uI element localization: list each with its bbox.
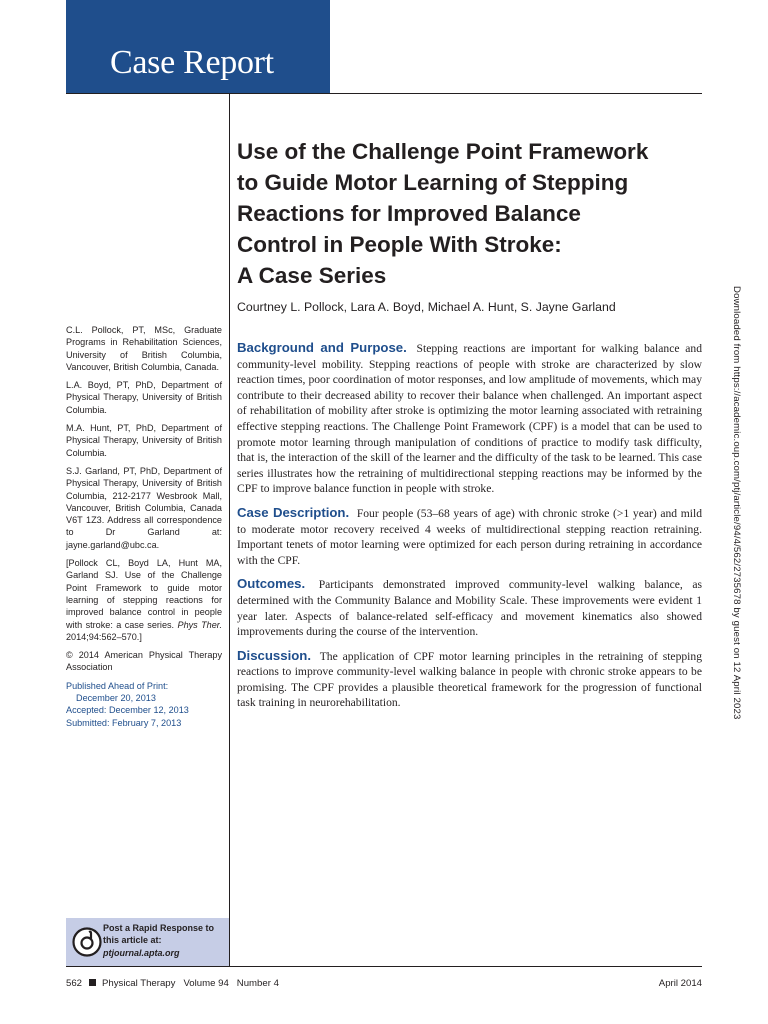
affiliation-garland: S.J. Garland, PT, PhD, Department of Physical Therapy, University of British Columbia, 212-2177 Wesbrook Mall, Vancouver, British Columbia, Canada V6T 1Z3. Address all correspondence to Dr Garland at: jayne.garland@ubc.ca. bbox=[66, 465, 222, 550]
section-label: Case Report bbox=[110, 44, 274, 81]
title-line: Use of the Challenge Point Framework bbox=[237, 139, 649, 164]
author-list: Courtney L. Pollock, Lara A. Boyd, Michael A. Hunt, S. Jayne Garland bbox=[237, 300, 616, 314]
rapid-response-box[interactable] bbox=[66, 918, 229, 966]
published-date: December 20, 2013 bbox=[76, 693, 156, 704]
footer-rule bbox=[66, 966, 702, 967]
issue-number: Number 4 bbox=[236, 978, 279, 989]
title-line: A Case Series bbox=[237, 263, 387, 288]
article-title bbox=[237, 136, 707, 291]
copyright: © 2014 American Physical Therapy Association bbox=[66, 650, 222, 673]
background-text: Stepping reactions are important for walking balance and community-level mobility. Stepping reactions of people with stroke are characterized by slow reaction times, poor coordination of motor responses, and low amplitude of movements, which may contribute to their decreased ability to recover their balance when challenged. An important aspect of rehabilitation of mobility after stroke is optimizing the motor learning associated with retraining effective stepping reactions. The Challenge Point Framework (CPF) is a model that can be used to promote motor learning through manipulation of conditions of practice to modify task difficulty, that is, the interaction of the skill of the learner and the difficulty of the task to be learned. This case series illustrates how the retraining of multidirectional stepping reactions may be informed by the CPF to improve balance function in people with stroke. bbox=[237, 342, 702, 496]
abstract-discussion bbox=[237, 648, 702, 711]
affiliation-hunt: M.A. Hunt, PT, PhD, Department of Physical Therapy, University of British Columbia. bbox=[66, 423, 222, 458]
citation-text: [Pollock CL, Boyd LA, Hunt MA, Garland SJ. Use of the Challenge Point Framework to guide motor learning of stepping reactions for improved balance control in people with stroke: a case series. bbox=[66, 558, 222, 630]
citation-tail: 2014;94:562–570.] bbox=[66, 631, 142, 642]
rapid-response-text bbox=[103, 922, 227, 959]
affiliation-boyd: L.A. Boyd, PT, PhD, Department of Physical Therapy, University of British Columbia. bbox=[66, 380, 222, 415]
header-rule bbox=[66, 93, 702, 94]
footer-info bbox=[66, 978, 279, 989]
outcomes-text: Participants demonstrated improved community-level walking balance, as determined with the Community Balance and Mobility Scale. These improvements were evident 1 year later. Aspects of balance-related self-efficacy and movement kinematics also showed improvements during the course of the intervention. bbox=[237, 578, 702, 639]
affiliation-pollock: C.L. Pollock, PT, MSc, Graduate Programs in Rehabilitation Sciences, University of British Columbia, Vancouver, British Columbia, Canada. bbox=[66, 325, 222, 372]
background-heading: Background and Purpose. bbox=[237, 340, 407, 355]
rapid-response-icon bbox=[72, 927, 102, 957]
title-line: Reactions for Improved Balance bbox=[237, 201, 581, 226]
citation-journal: Phys Ther. bbox=[177, 619, 222, 630]
citation bbox=[66, 557, 222, 643]
title-line: to Guide Motor Learning of Stepping bbox=[237, 170, 629, 195]
abstract-background bbox=[237, 340, 702, 497]
rapid-response-line2: this article at: bbox=[103, 935, 162, 946]
title-line: Control in People With Stroke: bbox=[237, 232, 562, 257]
rapid-response-line1: Post a Rapid Response to bbox=[103, 923, 215, 933]
publication-dates bbox=[66, 680, 222, 729]
abstract-outcomes bbox=[237, 576, 702, 639]
column-divider bbox=[229, 94, 230, 966]
discussion-heading: Discussion. bbox=[237, 647, 312, 663]
journal-name: Physical Therapy bbox=[102, 978, 176, 989]
case-heading: Case Description. bbox=[237, 504, 350, 520]
volume: Volume 94 bbox=[183, 978, 229, 989]
accepted-date: Accepted: December 12, 2013 bbox=[66, 705, 189, 716]
discussion-text: The application of CPF motor learning principles in the retraining of stepping reactions to improve community-level walking balance in people with chronic stroke appears to be promising. The CPF provides a plausible theoretical framework for the progression of functional task training in neurorehabilitation. bbox=[237, 649, 702, 710]
published-label: Published Ahead of Print: bbox=[66, 680, 169, 691]
page-number: 562 bbox=[66, 978, 83, 989]
abstract-case bbox=[237, 505, 702, 568]
case-text: Four people (53–68 years of age) with chronic stroke (>1 year) and mild to moderate motor recovery received 4 weeks of multidirectional stepping reaction retraining. Important tenets of motor learning were optimized for each person during retraining in accordance with the CPF. bbox=[237, 506, 702, 567]
rapid-response-link[interactable]: ptjournal.apta.org bbox=[103, 947, 180, 958]
issue-date: April 2014 bbox=[658, 978, 702, 989]
outcomes-heading: Outcomes. bbox=[237, 576, 306, 592]
abstract bbox=[237, 340, 702, 719]
author-sidebar bbox=[66, 324, 222, 729]
separator-square bbox=[89, 979, 96, 986]
submitted-date: Submitted: February 7, 2013 bbox=[66, 717, 182, 728]
download-watermark: Downloaded from https://academic.oup.com/ptj/article/94/4/562/2735678 by guest on 12 April 2023 bbox=[731, 286, 742, 720]
